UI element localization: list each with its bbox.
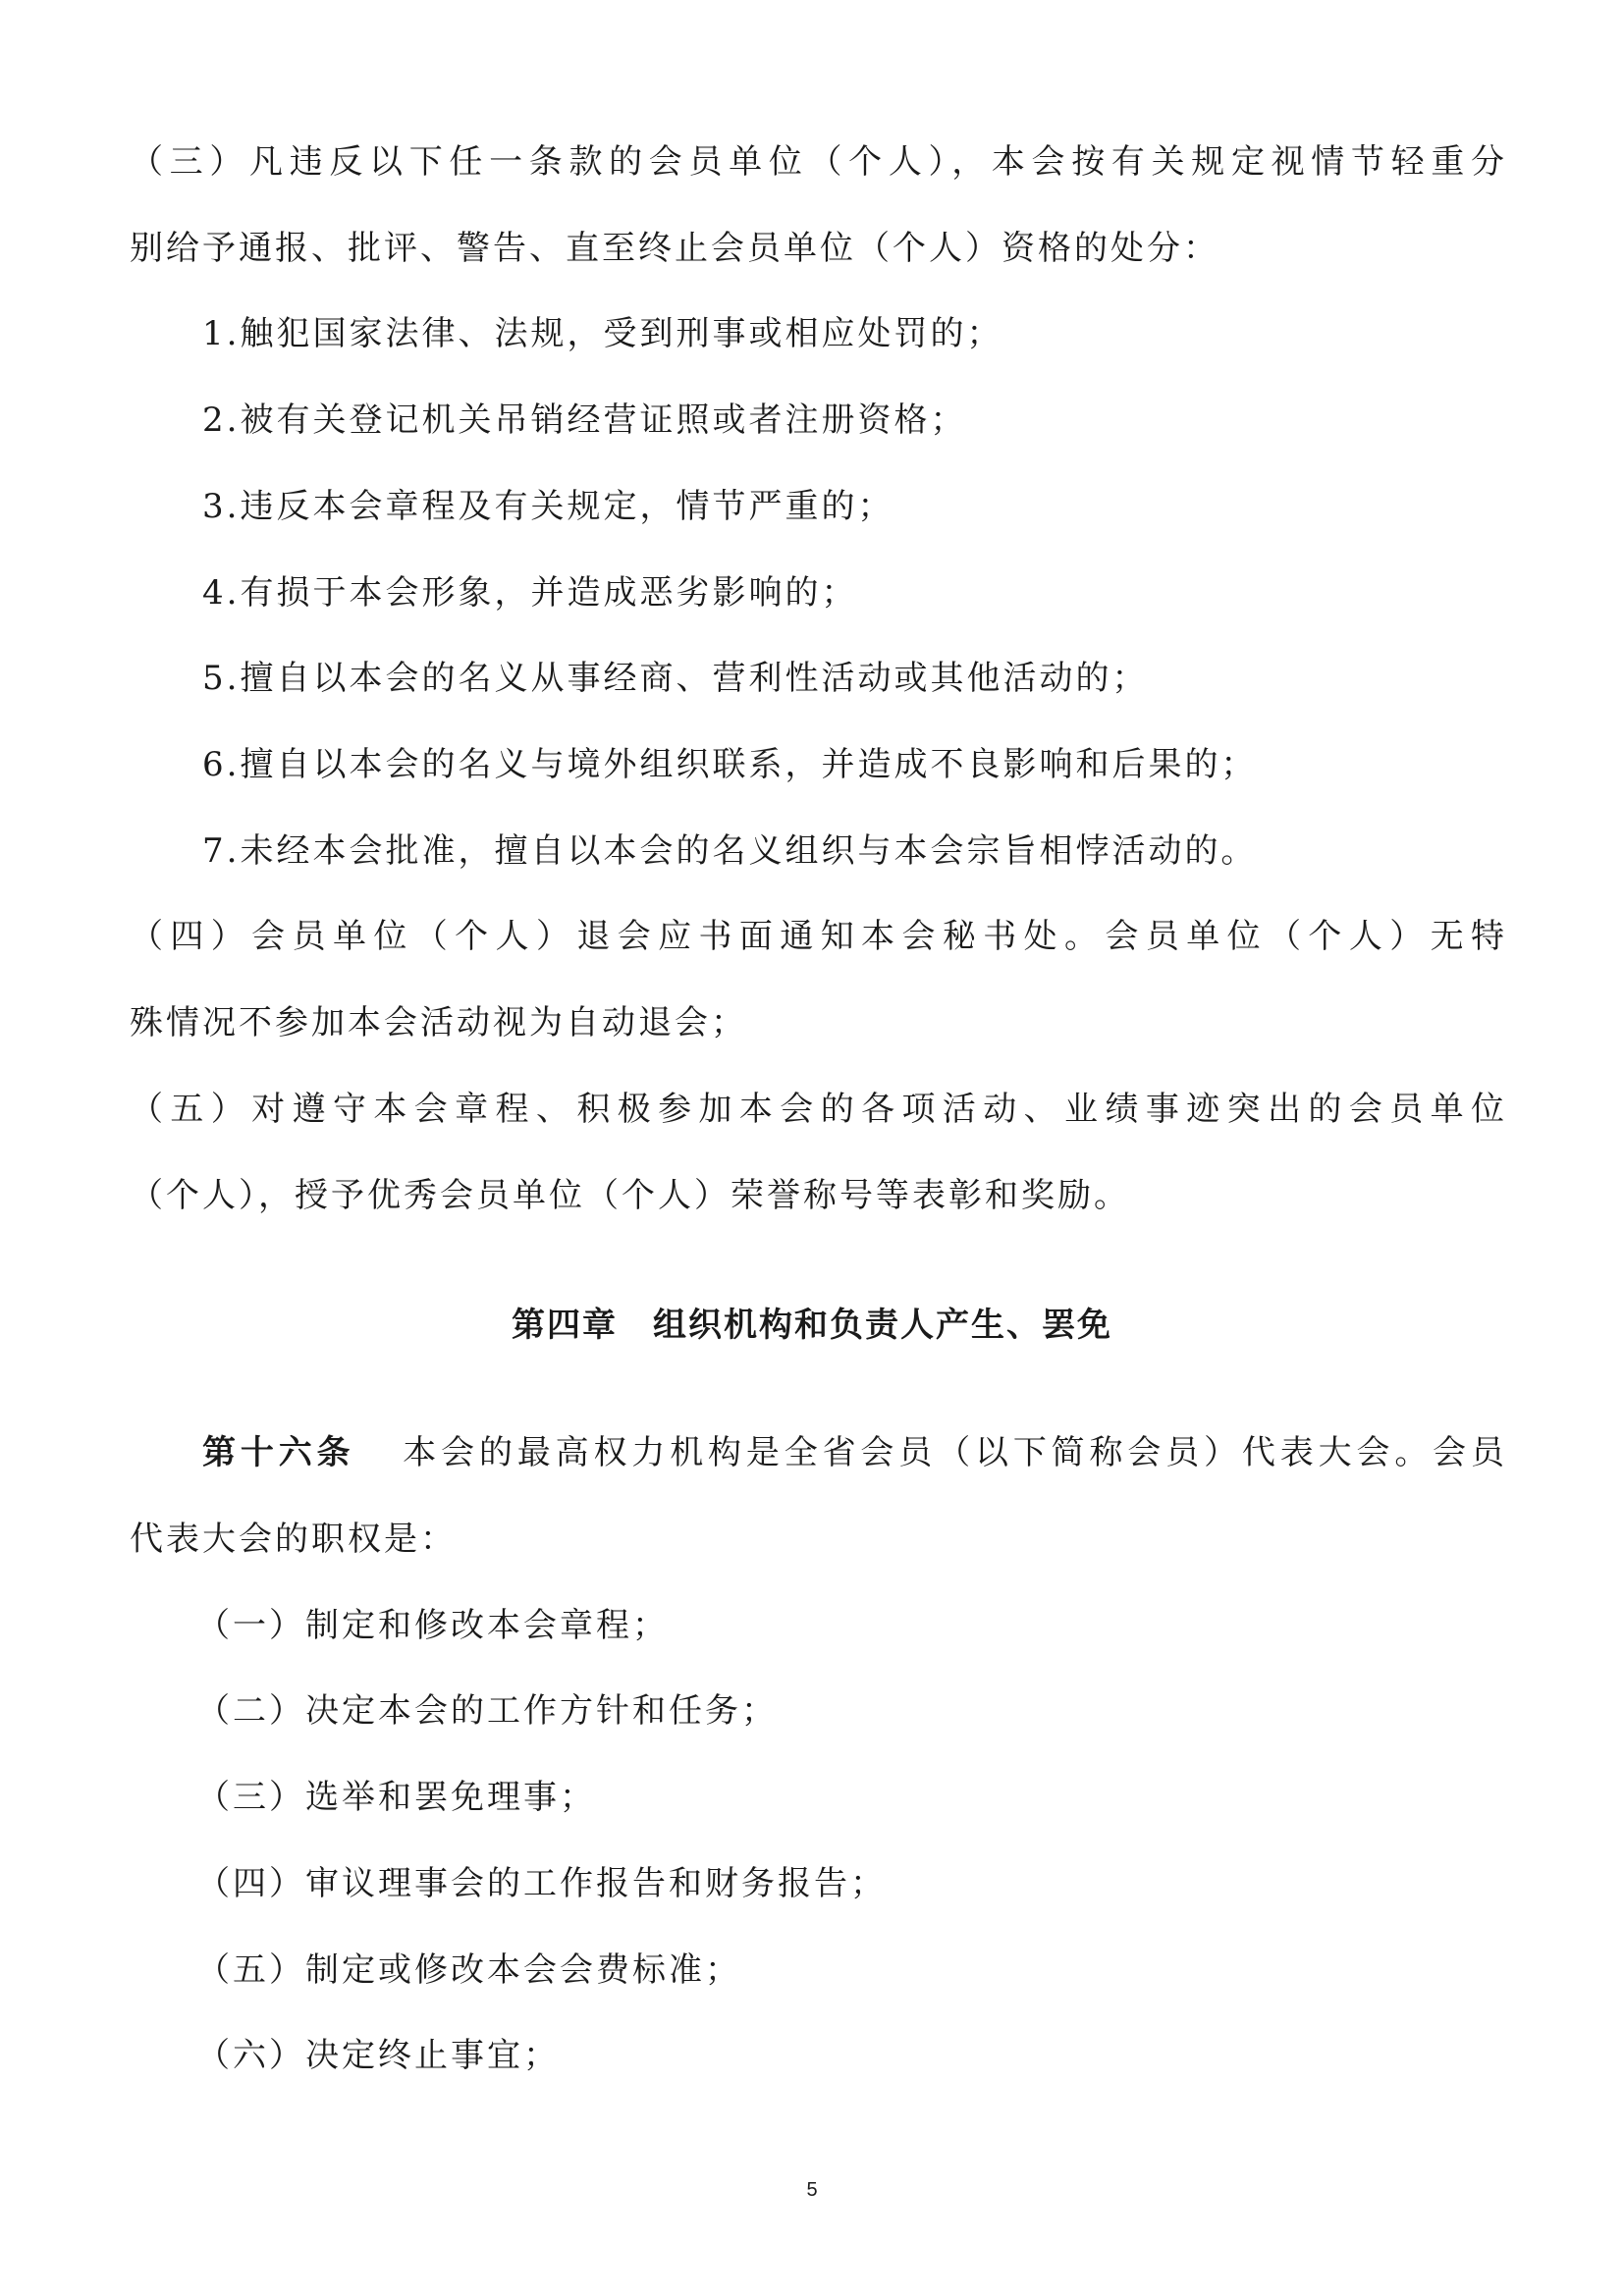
section5-line1: （五）对遵守本会章程、积极参加本会的各项活动、业绩事迹突出的会员单位 <box>130 1090 1504 1129</box>
list-item: （一）制定和修改本会章程； <box>196 1606 669 1645</box>
list-item: （六）决定终止事宜； <box>196 2036 560 2075</box>
article16-line1 <box>202 1433 1504 1472</box>
section5-line2: （个人），授予优秀会员单位（个人）荣誉称号等表彰和奖励。 <box>130 1176 1130 1215</box>
article16-line2: 代表大会的职权是： <box>130 1520 457 1559</box>
list-item: 6.擅自以本会的名义与境外组织联系，并造成不良影响和后果的； <box>202 745 1258 784</box>
page-number: 5 <box>806 2179 818 2201</box>
list-item: （二）决定本会的工作方针和任务； <box>196 1691 778 1731</box>
list-item: 2.被有关登记机关吊销经营证照或者注册资格； <box>202 400 967 440</box>
chapter-heading: 第四章 组织机构和负责人产生、罢免 <box>512 1306 1112 1345</box>
list-item: 3.违反本会章程及有关规定，情节严重的； <box>202 487 894 526</box>
list-item: 1.触犯国家法律、法规，受到刑事或相应处罚的； <box>202 314 1003 353</box>
section4-line1: （四）会员单位（个人）退会应书面通知本会秘书处。会员单位（个人）无特 <box>130 917 1504 956</box>
list-item: （三）选举和罢免理事； <box>196 1778 596 1817</box>
list-item: 5.擅自以本会的名义从事经商、营利性活动或其他活动的； <box>202 659 1149 698</box>
article16-line1-text: 本会的最高权力机构是全省会员（以下简称会员）代表大会。会员 <box>398 1433 1505 1472</box>
list-item: （四）审议理事会的工作报告和财务报告； <box>196 1864 887 1903</box>
section4-line2: 殊情况不参加本会活动视为自动退会； <box>130 1003 747 1042</box>
list-item: （五）制定或修改本会会费标准； <box>196 1950 741 1990</box>
section3-line2: 别给予通报、批评、警告、直至终止会员单位（个人）资格的处分： <box>130 229 1219 268</box>
section3-line1: （三）凡违反以下任一条款的会员单位（个人），本会按有关规定视情节轻重分 <box>130 142 1504 182</box>
article-label: 第十六条 <box>202 1433 355 1472</box>
list-item: 4.有损于本会形象，并造成恶劣影响的； <box>202 573 858 613</box>
list-item: 7.未经本会批准，擅自以本会的名义组织与本会宗旨相悖活动的。 <box>202 831 1258 871</box>
